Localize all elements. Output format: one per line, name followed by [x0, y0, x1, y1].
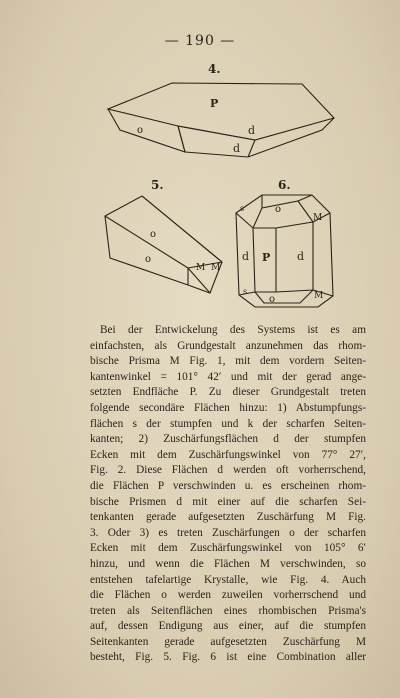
text-line: setzten Endfläche P. Zu dieser Grundgestalt treten: [90, 386, 366, 399]
fig6-face-P: P: [262, 251, 271, 264]
text-line: die Flächen o werden zuweilen vorherrschend und: [90, 589, 366, 602]
page-number: — 190 —: [164, 33, 236, 49]
fig5-face-o1: o: [150, 229, 157, 240]
fig6-face-M2: M: [314, 291, 324, 301]
text-line: Fig. 2. Diese Flächen d werden oft vorherrschend,: [90, 464, 366, 477]
text-line: Bei der Entwickelung des Systems ist es am: [100, 324, 366, 336]
text-line: kantenwinkel = 101° 42′ und mit der gerad ange-: [90, 370, 366, 383]
figure-4-label: 4.: [208, 62, 221, 76]
fig6-face-s1: s: [240, 204, 245, 213]
text-line: tenkanten gerade aufgesetzten Zuschärfung M Fig.: [90, 511, 366, 524]
body-text: [90, 323, 366, 666]
fig6-face-o1: o: [275, 204, 282, 215]
text-line: die Flächen P verschwinden u. es erscheinen rhom-: [90, 479, 366, 492]
figure-5-label: 5.: [151, 178, 164, 192]
text-line: Seitenkanten gerade aufgesetzten Zuschärfung M: [90, 635, 366, 648]
text-line: Ecken mit dem Zuschärfungswinkel von 105° 6′: [90, 542, 366, 555]
text-line: einfachsten, als Grundgestalt anzunehmen das rhom-: [90, 339, 366, 352]
fig4-face-o: o: [137, 125, 144, 136]
fig6-face-d1: d: [242, 250, 250, 263]
fig6-face-s2: s: [243, 287, 248, 296]
fig4-face-d1: d: [248, 124, 256, 137]
fig5-face-M2: M: [211, 263, 221, 273]
text-line: hinzu, und wenn die Flächen M verschwinden, so: [90, 557, 366, 570]
text-line: 3. Oder 3) es treten Zuschärfungen o der scharfen: [90, 526, 366, 539]
fig6-face-M1: M: [313, 213, 323, 223]
fig4-face-d2: d: [233, 142, 241, 155]
text-line: treten als Seitenflächen eines rhombischen Prisma's: [90, 604, 366, 617]
fig4-face-P: P: [210, 97, 219, 110]
text-line: entstehen tafelartige Krystalle, wie Fig. 4. Auch: [90, 573, 366, 586]
fig5-face-o2: o: [145, 254, 152, 265]
text-line: flächen s der stumpfen und k der scharfen Seiten-: [90, 417, 366, 430]
text-line: folgende secondäre Flächen hinzu: 1) Abstumpfungs-: [90, 401, 366, 414]
fig6-face-o2: o: [269, 294, 276, 305]
fig6-face-d2: d: [297, 250, 305, 263]
text-line: bische Prisma M Fig. 1, mit dem vordern Seiten-: [90, 355, 366, 368]
figure-6-label: 6.: [278, 178, 291, 192]
text-line: Ecken mit dem Zuschärfungswinkel von 77° 27′,: [90, 448, 366, 461]
figure-6-crystal: [0, 0, 400, 320]
fig5-face-M1: M: [196, 263, 206, 273]
text-line: bische Prismen d mit einer auf die scharfen Sei-: [90, 495, 366, 508]
text-line: besteht, Fig. 5. Fig. 6 ist eine Combination aller: [90, 651, 366, 664]
text-line: kanten; 2) Zuschärfungsflächen d der stumpfen: [90, 433, 366, 446]
text-line: auf, dessen Endigung aus einer, auf die stumpfen: [90, 620, 366, 633]
